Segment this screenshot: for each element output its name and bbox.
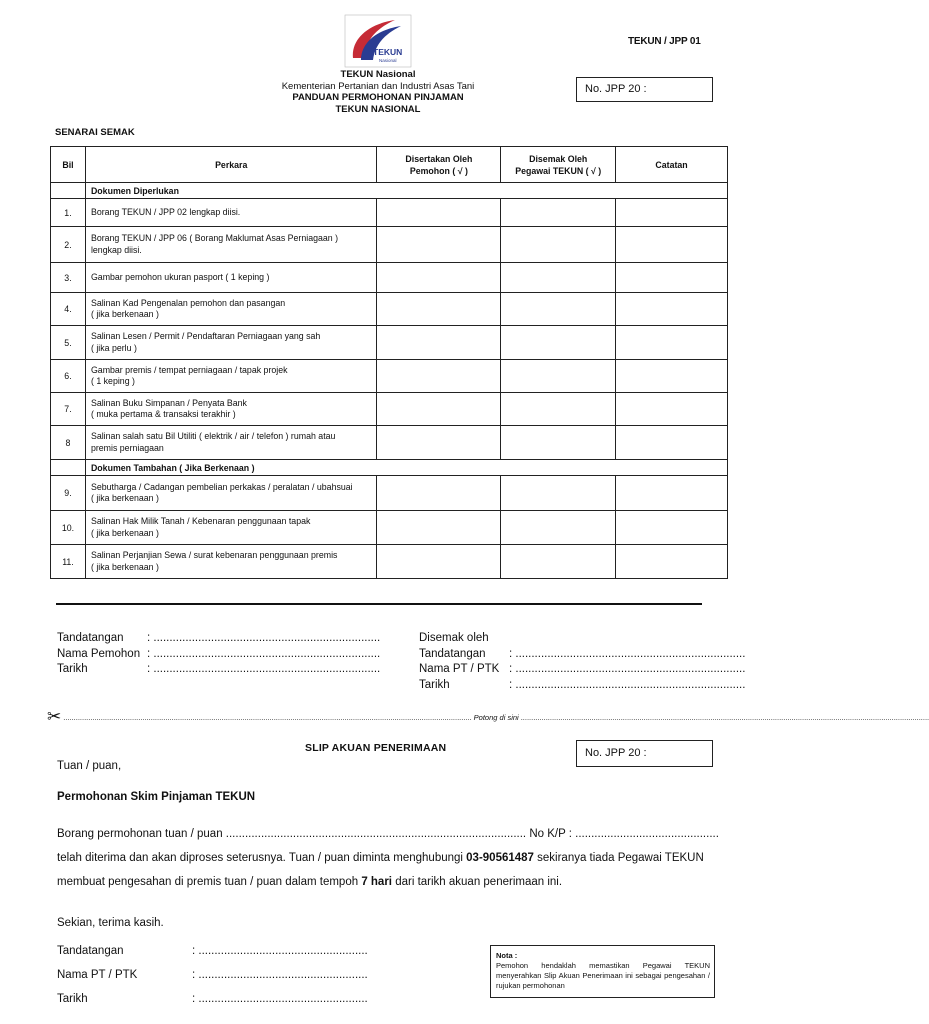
slip-title: SLIP AKUAN PENERIMAAN (305, 742, 447, 754)
para-3a: membuat pengesahan di premis tuan / puan dalam tempoh (57, 876, 362, 888)
officer-tarikh-label: Tarikh (419, 678, 450, 691)
row-item (85, 545, 377, 579)
table-row (51, 263, 728, 293)
disertakan-checkbox-cell[interactable] (377, 426, 501, 460)
para-2b: sekiranya tiada Pegawai TEKUN (533, 852, 704, 864)
header-bil: Bil (51, 147, 86, 183)
catatan-cell[interactable] (616, 545, 728, 579)
slip-tarikh-label: Tarikh (57, 993, 88, 1005)
cut-dots-right: .................................................................................................................................................................................................... (520, 712, 929, 722)
row-number: 1. (51, 199, 86, 227)
row-item (85, 227, 377, 263)
header-perkara: Perkara (85, 147, 377, 183)
header-disertakan (377, 147, 501, 183)
row-number: 11. (51, 545, 86, 579)
header-disertakan-l2: Pemohon ( √ ) (409, 165, 468, 176)
row-item-line2: ( jika perlu ) (90, 342, 137, 353)
officer-tarikh-field[interactable]: : ........................................................................ (509, 678, 746, 691)
doc-title-1: PANDUAN PERMOHONAN PINJAMAN (292, 92, 464, 103)
checklist-table (50, 146, 728, 579)
catatan-cell[interactable] (616, 199, 728, 227)
row-item-line2: lengkap diisi. (90, 244, 142, 255)
table-row (51, 393, 728, 426)
row-item-line1: Borang TEKUN / JPP 06 ( Borang Maklumat Asas Perniagaan ) (90, 233, 339, 243)
disertakan-checkbox-cell[interactable] (377, 360, 501, 393)
row-item-line1: Gambar pemohon ukuran pasport ( 1 keping ) (90, 271, 270, 282)
checklist-title: SENARAI SEMAK (55, 127, 135, 138)
disertakan-checkbox-cell[interactable] (377, 545, 501, 579)
catatan-cell[interactable] (616, 293, 728, 326)
table-row (51, 511, 728, 545)
para-2a: telah diterima dan akan diproses seterusnya. Tuan / puan diminta menghubungi (57, 852, 467, 864)
disertakan-checkbox-cell[interactable] (377, 476, 501, 511)
closing-text: Sekian, terima kasih. (57, 917, 164, 929)
row-item (85, 426, 377, 460)
disemak-checkbox-cell[interactable] (501, 227, 616, 263)
row-item (85, 199, 377, 227)
disemak-checkbox-cell[interactable] (501, 199, 616, 227)
section-bil-cell (51, 183, 86, 199)
cut-line (47, 707, 929, 726)
row-item-line1: Salinan Kad Pengenalan pemohon dan pasangan (90, 297, 286, 308)
disertakan-checkbox-cell[interactable] (377, 227, 501, 263)
table-row (51, 293, 728, 326)
row-number: 9. (51, 476, 86, 511)
slip-paragraph (57, 822, 719, 894)
slip-signature-block (57, 939, 368, 1011)
section-additional-label: Dokumen Tambahan ( Jika Berkenaan ) (85, 460, 727, 476)
row-item (85, 326, 377, 360)
table-row (51, 360, 728, 393)
slip-subject: Permohonan Skim Pinjaman TEKUN (57, 791, 256, 803)
disertakan-checkbox-cell[interactable] (377, 199, 501, 227)
tandatangan-label: Tandatangan (57, 632, 124, 644)
para-3b: dari tarikh akuan penerimaan ini. (392, 876, 563, 888)
row-item (85, 263, 377, 293)
tekun-logo (343, 14, 413, 68)
disertakan-checkbox-cell[interactable] (377, 326, 501, 360)
tarikh-label: Tarikh (57, 663, 88, 675)
section-required-row (51, 183, 728, 199)
officer-nama-field[interactable]: : ........................................................................ (509, 663, 746, 675)
svg-text:TEKUN: TEKUN (373, 47, 403, 57)
slip-nama-label: Nama PT / PTK (57, 969, 138, 981)
officer-nama-label: Nama PT / PTK (419, 663, 500, 675)
row-item-line2: ( jika berkenaan ) (90, 309, 159, 319)
note-title: Nota : (496, 951, 518, 960)
slip-tandatangan-label: Tandatangan (57, 945, 124, 957)
row-item-line1: Gambar premis / tempat perniagaan / tapak projek (90, 364, 288, 375)
row-number: 3. (51, 263, 86, 293)
row-item (85, 293, 377, 326)
form-code: TEKUN / JPP 01 (628, 36, 701, 47)
disertakan-checkbox-cell[interactable] (377, 511, 501, 545)
applicant-signature-block (57, 631, 380, 678)
row-item (85, 476, 377, 511)
catatan-cell[interactable] (616, 393, 728, 426)
row-item-line2: ( muka pertama & transaksi terakhir ) (90, 409, 236, 419)
header-disemak-l2: Pegawai TEKUN ( √ ) (515, 165, 602, 176)
doc-title-2: TEKUN NASIONAL (335, 103, 421, 115)
row-item-line1: Salinan Buku Simpanan / Penyata Bank (90, 397, 247, 408)
disemak-checkbox-cell[interactable] (501, 545, 616, 579)
officer-tandatangan-label: Tandatangan (419, 647, 486, 660)
org-name: TEKUN Nasional (340, 69, 416, 80)
row-number: 2. (51, 227, 86, 263)
table-row (51, 326, 728, 360)
row-number: 4. (51, 293, 86, 326)
disemak-checkbox-cell[interactable] (501, 263, 616, 293)
org-header (200, 69, 556, 115)
disemak-checkbox-cell[interactable] (501, 426, 616, 460)
header-disemak (501, 147, 616, 183)
row-item-line1: Salinan Perjanjian Sewa / surat kebenaran penggunaan premis (90, 550, 338, 560)
catatan-cell[interactable] (616, 476, 728, 511)
note-box (490, 945, 715, 998)
header-disemak-l1: Disemak Oleh (529, 153, 588, 164)
row-number: 6. (51, 360, 86, 393)
catatan-cell[interactable] (616, 511, 728, 545)
row-item-line2: premis perniagaan (90, 442, 164, 453)
para-line-3 (57, 870, 705, 894)
disertakan-checkbox-cell[interactable] (377, 393, 501, 426)
section-additional-row (51, 460, 728, 476)
table-row (51, 227, 728, 263)
header-disertakan-l1: Disertakan Oleh (405, 153, 473, 164)
nama-pemohon-field[interactable]: : ....................................................................... (147, 647, 381, 660)
disertakan-checkbox-cell[interactable] (377, 293, 501, 326)
svg-text:Nasional: Nasional (379, 58, 397, 63)
slip-jpp-number-box[interactable]: No. JPP 20 : (576, 740, 713, 767)
divider-line (56, 603, 702, 605)
row-item-line1: Salinan salah satu Bil Utiliti ( elektrik / air / telefon ) rumah atau (90, 431, 336, 441)
catatan-cell[interactable] (616, 426, 728, 460)
disemak-checkbox-cell[interactable] (501, 360, 616, 393)
phone-number: 03-90561487 (466, 852, 534, 864)
row-item-line1: Sebutharga / Cadangan pembelian perkakas / peralatan / ubahsuai (90, 481, 353, 492)
disemak-checkbox-cell[interactable] (501, 476, 616, 511)
table-row (51, 476, 728, 511)
disemak-checkbox-cell[interactable] (501, 511, 616, 545)
table-row (51, 545, 728, 579)
scissors-icon: ✂ (47, 707, 62, 726)
row-number: 5. (51, 326, 86, 360)
row-item (85, 360, 377, 393)
row-number: 8 (51, 426, 86, 460)
row-item-line2: ( jika berkenaan ) (90, 527, 159, 538)
row-item-line2: ( 1 keping ) (90, 376, 135, 386)
nama-pemohon-label: Nama Pemohon (57, 647, 141, 660)
cut-label: Potong di sini (473, 712, 519, 722)
disemak-checkbox-cell[interactable] (501, 393, 616, 426)
officer-signature-block (419, 631, 745, 693)
row-item-line1: Salinan Lesen / Permit / Pendaftaran Perniagaan yang sah (90, 331, 321, 341)
table-row (51, 199, 728, 227)
slip-tandatangan-field[interactable]: : ..................................................... (192, 945, 368, 957)
slip-tarikh-field[interactable]: : ..................................................... (192, 993, 368, 1005)
section-bil-cell (51, 460, 86, 476)
catatan-cell[interactable] (616, 360, 728, 393)
row-item-line1: Salinan Hak Milik Tanah / Kebenaran penggunaan tapak (90, 516, 311, 526)
salutation: Tuan / puan, (57, 760, 122, 772)
disemak-oleh-label: Disemak oleh (419, 632, 489, 644)
para-line-1[interactable]: Borang permohonan tuan / puan .............................................................................................. No K/P : ............................................. (57, 828, 719, 840)
row-item (85, 393, 377, 426)
row-number: 7. (51, 393, 86, 426)
header-catatan: Catatan (616, 147, 728, 183)
slip-nama-field[interactable]: : ..................................................... (192, 969, 368, 981)
catatan-cell[interactable] (616, 263, 728, 293)
row-number: 10. (51, 511, 86, 545)
ministry-name: Kementerian Pertanian dan Industri Asas Tani (281, 80, 475, 92)
row-item-line2: ( jika berkenaan ) (90, 561, 159, 572)
tandatangan-field[interactable]: : ....................................................................... (147, 632, 381, 644)
catatan-cell[interactable] (616, 326, 728, 360)
row-item (85, 511, 377, 545)
note-body: Pemohon hendaklah memastikan Pegawai TEKUN menyerahkan Slip Akuan Penerimaan ini sebagai pengesahan / rujukan permohonan (496, 961, 710, 990)
para-line-2 (57, 846, 705, 870)
disemak-checkbox-cell[interactable] (501, 293, 616, 326)
disemak-checkbox-cell[interactable] (501, 326, 616, 360)
table-row (51, 426, 728, 460)
row-item-line1: Borang TEKUN / JPP 02 lengkap diisi. (90, 206, 241, 217)
row-item-line2: ( jika berkenaan ) (90, 493, 159, 503)
cut-dots-left: .................................................................................................................................................................................................... (63, 712, 472, 722)
jpp-number-box[interactable]: No. JPP 20 : (576, 77, 713, 102)
catatan-cell[interactable] (616, 227, 728, 263)
table-header-row (51, 147, 728, 183)
section-required-label: Dokumen Diperlukan (85, 183, 727, 199)
tarikh-field[interactable]: : ....................................................................... (147, 663, 381, 675)
disertakan-checkbox-cell[interactable] (377, 263, 501, 293)
days-count: 7 hari (361, 876, 392, 888)
officer-tandatangan-field[interactable]: : ........................................................................ (509, 647, 746, 660)
